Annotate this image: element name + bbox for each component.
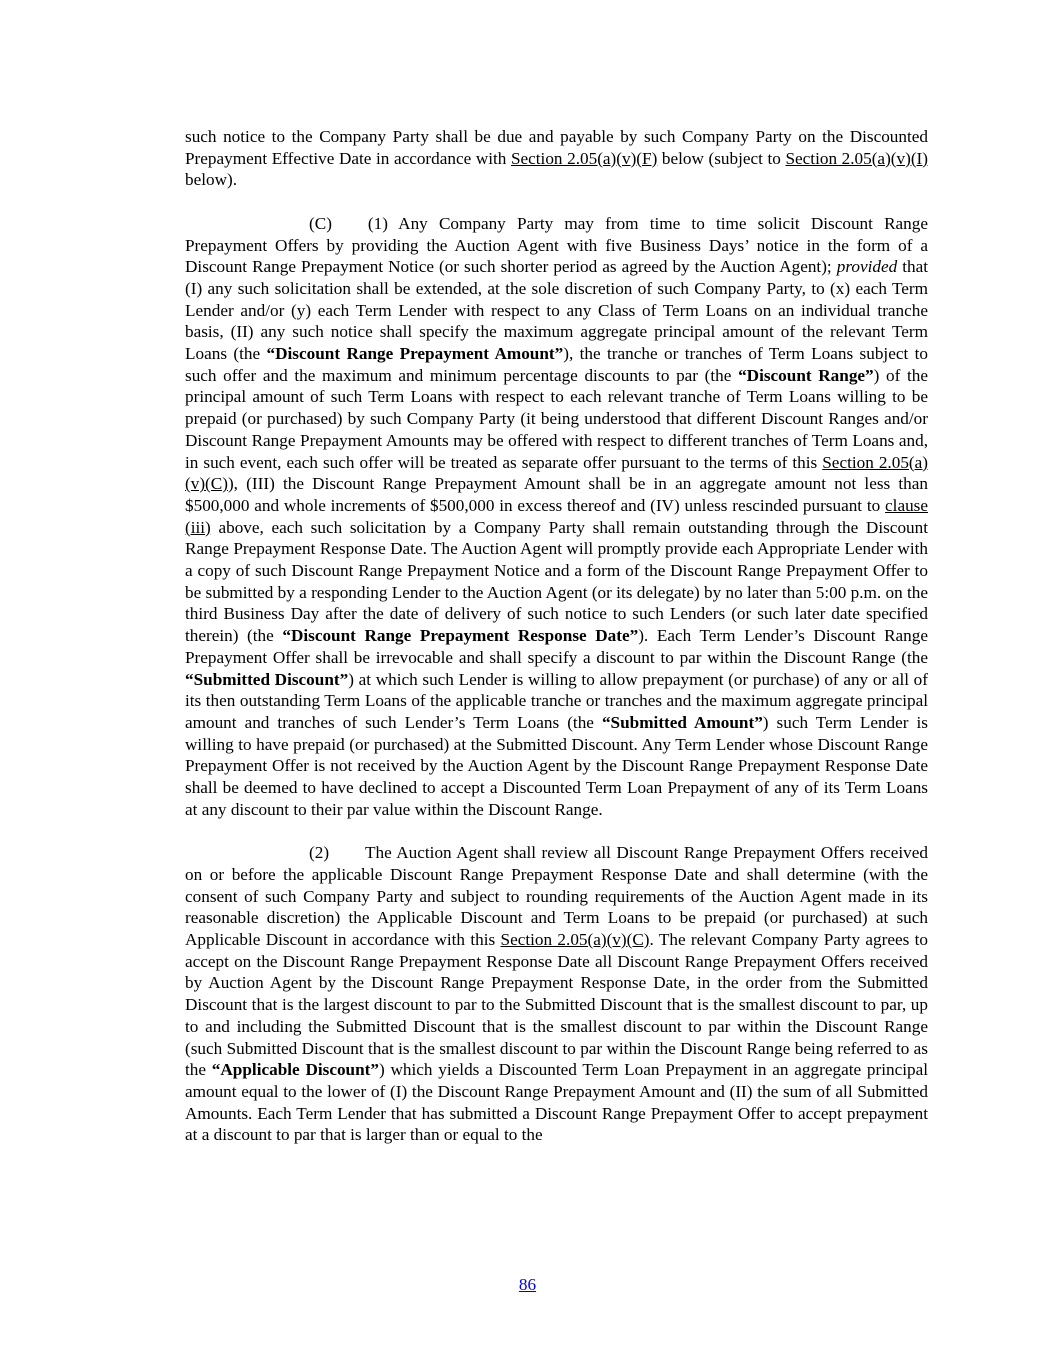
document-body [185, 126, 928, 1146]
text-run: below). [185, 170, 238, 190]
section-reference: Section 2.05(a)(v)(C) [500, 929, 650, 949]
text-run: “Submitted Amount” [601, 712, 763, 732]
paragraph-continuation [185, 126, 928, 191]
paragraph-C-1 [185, 213, 928, 821]
text-run: above, each such solicitation by a Company Party shall remain outstanding through the Discount Range Prepayment Response Date. The Auction Agent will promptly provide each Appropriate Lender with a copy of such Discount Range Prepayment Notice and a form of the Discount Range Prepayment Offer to be submitted by a responding Lender to the Auction Agent (or its delegate) by no later than 5:00 p.m. on the third Business Day after the date of delivery of such notice to such Lenders (or such later date specified therein) (the [185, 517, 928, 646]
text-run: ). Each Term Lender’s Discount Range Prepayment Offer shall be irrevocable and shall specify a discount to par within the Discount Range (the [185, 626, 928, 667]
text-run: ) such Term Lender is willing to have prepaid (or purchased) at the Submitted Discount. Any Term Lender whose Discount Range Prepayment Offer is not received by the Auction Agent by the Discount Range Prepayment Response Date shall be deemed to have declined to accept a Discounted Term Loan Prepayment of any of its Term Loans at any discount to their par value within the Discount Range. [185, 712, 928, 819]
section-reference: Section 2.05(a)(v)(C) [185, 452, 928, 494]
section-reference: clause (iii) [185, 495, 928, 537]
text-run: “Discount Range Prepayment Amount” [266, 344, 564, 364]
text-run: “Discount Range” [738, 365, 874, 385]
text-run: ) of the principal amount of such Term Loans with respect to each relevant tranche of Term Loans willing to be prepaid (or purchased) by such Company Party (it being understood that different Discount Ranges and/or Discount Range Prepayment Amounts may be offered with respect to different tranches of Term Loans and, in such event, each such offer will be treated as separate offer pursuant to the terms of this [185, 365, 928, 472]
section-reference: Section 2.05(a)(v)(I) [785, 148, 928, 168]
text-run: ), (III) the Discount Range Prepayment Amount shall be in an aggregate amount not less than $500,000 and whole increments of $500,000 in excess thereof and (IV) unless rescinded pursuant to [185, 474, 928, 515]
text-run: (2) [309, 843, 330, 863]
text-run: . The relevant Company Party agrees to accept on the Discount Range Prepayment Response Date all Discount Range Prepayment Offers received by Auction Agent by the Discount Range Prepayment Response Date, in the order from the Submitted Discount that is the largest discount to par to the Submitted Discount that is the smallest discount to par, up to and including the Submitted Discount that is the smallest discount to par within the Discount Range (such Submitted Discount that is the smallest discount to par within the Discount Range being referred to as the [185, 929, 928, 1080]
section-reference: Section 2.05(a)(v)(F) [510, 148, 658, 168]
page-number-link[interactable]: 86 [518, 1275, 537, 1294]
text-run: that (I) any such solicitation shall be extended, at the sole discretion of such Company Party, to (x) each Term Lender and/or (y) each Term Lender with respect to any Class of Term Loans on an individual tranche basis, (II) any such notice shall specify the maximum aggregate principal amount of the relevant Term Loans (the [185, 257, 928, 364]
text-run: “Applicable Discount” [211, 1060, 379, 1080]
text-run: ) which yields a Discounted Term Loan Prepayment in an aggregate principal amount equal to the lower of (I) the Discount Range Prepayment Amount and (II) the sum of all Submitted Amounts. Each Term Lender that has submitted a Discount Range Prepayment Offer to accept prepayment at a discount to par that is larger than or equal to the [185, 1060, 928, 1145]
text-run: ), the tranche or tranches of Term Loans subject to such offer and the maximum and minimum percentage discounts to par (the [185, 344, 928, 385]
text-run: provided [836, 257, 898, 277]
page-footer [0, 1274, 1055, 1296]
text-run: The Auction Agent shall review all Discount Range Prepayment Offers received on or before the applicable Discount Range Prepayment Response Date and shall determine (with the consent of such Company Party and subject to rounding requirements of the Auction Agent made in its reasonable discretion) the Applicable Discount and Term Loans to be prepaid (or purchased) at such Applicable Discount in accordance with this [185, 843, 928, 949]
text-run: (C) [309, 213, 332, 233]
text-run: (1) Any Company Party may from time to time solicit Discount Range Prepayment Offers by providing the Auction Agent with five Business Days’ notice in the form of a Discount Range Prepayment Notice (or such shorter period as agreed by the Auction Agent); [185, 213, 928, 277]
text-run: such notice to the Company Party shall be due and payable by such Company Party on the Discounted Prepayment Effective Date in accordance with [185, 127, 928, 168]
text-run: “Submitted Discount” [185, 669, 349, 689]
text-run: ) at which such Lender is willing to allow prepayment (or purchase) of any or all of its then outstanding Term Loans of the applicable tranche or tranches and the maximum aggregate principal amount and tranches of such Lender’s Term Loans (the [185, 669, 928, 732]
text-run: below (subject to [657, 148, 786, 168]
paragraph-2 [185, 842, 928, 1146]
text-run: “Discount Range Prepayment Response Date” [282, 626, 639, 646]
